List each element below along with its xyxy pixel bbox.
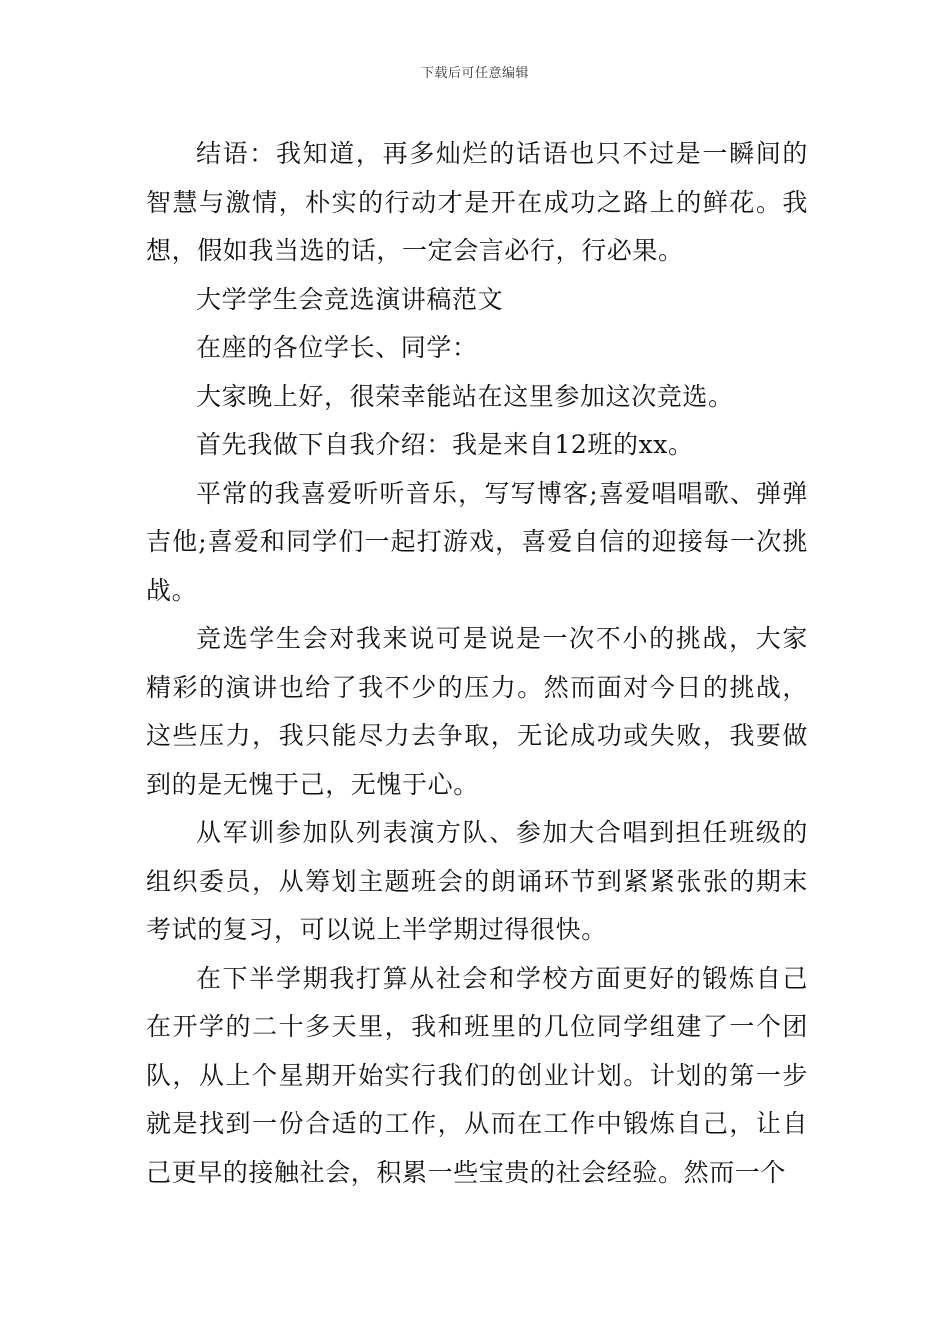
paragraph-challenge: 竞选学生会对我来说可是说是一次不小的挑战，大家精彩的演讲也给了我不少的压力。然而面对今日的挑战，这些压力，我只能尽力去争取，无论成功或失败，我要做到的是无愧于己，无愧于心。 <box>146 624 808 799</box>
paragraph-self-intro: 首先我做下自我介绍：我是来自12班的xx。 <box>196 430 694 459</box>
document-body <box>146 130 808 1197</box>
paragraph-title: 大学学生会竞选演讲稿范文 <box>196 284 504 314</box>
paragraph-salutation: 在座的各位学长、同学： <box>196 333 478 362</box>
paragraph-experience: 从军训参加队列表演方队、参加大合唱到担任班级的组织委员，从筹划主题班会的朗诵环节到紧紧张张的期末考试的复习，可以说上半学期过得很快。 <box>146 818 808 944</box>
paragraph-greeting: 大家晚上好，很荣幸能站在这里参加这次竞选。 <box>196 381 734 411</box>
paragraph-conclusion: 结语：我知道，再多灿烂的话语也只不过是一瞬间的智慧与激情，朴实的行动才是开在成功之路上的鲜花。我想，假如我当选的话，一定会言必行，行必果。 <box>146 139 808 265</box>
paragraph-plan: 在下半学期我打算从社会和学校方面更好的锻炼自己在开学的二十多天里，我和班里的几位同学组建了一个团队，从上个星期开始实行我们的创业计划。计划的第一步就是找到一份合适的工作，从而在工作中锻炼自己，让自己更早的接触社会，积累一些宝贵的社会经验。然而一个 <box>146 963 808 1187</box>
paragraph-hobbies: 平常的我喜爱听听音乐，写写博客;喜爱唱唱歌、弹弹吉他;喜爱和同学们一起打游戏，喜爱自信的迎接每一次挑战。 <box>146 478 808 605</box>
page-header: 下载后可任意编辑 <box>420 66 529 81</box>
